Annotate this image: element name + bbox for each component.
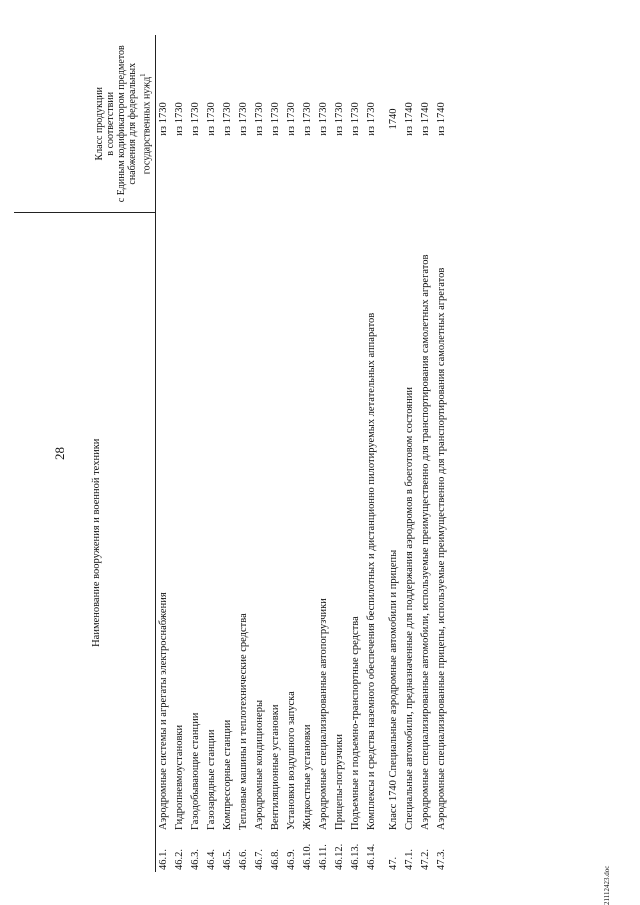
document-code: 21112423.doc bbox=[603, 865, 611, 905]
equipment-table bbox=[14, 35, 450, 872]
row-cls: из 1730 bbox=[318, 102, 329, 136]
row-num: 46.1. bbox=[158, 849, 169, 870]
row-cls: из 1730 bbox=[222, 102, 233, 136]
row-num: 46.2. bbox=[174, 849, 185, 870]
table-row bbox=[348, 35, 364, 872]
row-num: 47. bbox=[388, 856, 399, 870]
row-name: Установки воздушного запуска bbox=[286, 691, 297, 830]
header-class-line: в соответствии bbox=[104, 91, 116, 156]
row-cls: из 1730 bbox=[158, 102, 169, 136]
row-cls: из 1730 bbox=[366, 102, 377, 136]
row-cls: из 1740 bbox=[436, 102, 447, 136]
row-num: 46.14. bbox=[366, 843, 377, 870]
row-num: 46.5. bbox=[222, 849, 233, 870]
row-name: Газодобывающие станции bbox=[190, 712, 201, 830]
row-cls: из 1730 bbox=[270, 102, 281, 136]
table-row bbox=[418, 35, 434, 872]
row-name: Аэродромные специализированные прицепы, используемые преимущественно для транспортирования самолетных агрегатов bbox=[436, 267, 447, 830]
table-row bbox=[252, 35, 268, 872]
row-name: Аэродромные специализированные автопогрузчики bbox=[318, 598, 329, 830]
row-num: 46.13. bbox=[350, 843, 361, 870]
row-num: 47.1. bbox=[404, 849, 415, 870]
row-name: Аэродромные системы и агрегаты электроснабжения bbox=[158, 592, 169, 830]
row-num: 46.11. bbox=[318, 844, 329, 870]
row-name: Подъемные и подъемно-транспортные средства bbox=[350, 616, 361, 830]
table-row bbox=[434, 35, 450, 872]
row-cls: из 1730 bbox=[286, 102, 297, 136]
table-row bbox=[220, 35, 236, 872]
table-row bbox=[284, 35, 300, 872]
row-num: 46.6. bbox=[238, 849, 249, 870]
row-name: Гидропневмоустановки bbox=[174, 724, 185, 830]
footnote-marker: 1 bbox=[138, 73, 147, 77]
row-cls: из 1730 bbox=[190, 102, 201, 136]
table-row bbox=[204, 35, 220, 872]
table-row bbox=[402, 35, 418, 872]
row-name: Тепловые машины и теплотехнические средства bbox=[238, 613, 249, 830]
header-class-line: государственных нужд$^1$ bbox=[138, 73, 152, 175]
header-class bbox=[14, 35, 156, 213]
row-num: 46.3. bbox=[190, 849, 201, 870]
table-header-row bbox=[14, 35, 156, 872]
table-row bbox=[386, 35, 402, 872]
row-num: 46.12. bbox=[334, 843, 345, 870]
row-num: 46.4. bbox=[206, 849, 217, 870]
row-cls: из 1730 bbox=[206, 102, 217, 136]
row-name: Класс 1740 Специальные аэродромные автомобили и прицепы bbox=[388, 549, 399, 830]
table-row bbox=[332, 35, 348, 872]
page-number: 28 bbox=[52, 447, 67, 460]
header-name: Наименование вооружения и военной техники bbox=[14, 213, 156, 872]
table-row bbox=[268, 35, 284, 872]
row-cls: из 1740 bbox=[404, 102, 415, 136]
row-name: Газозарядные станции bbox=[206, 729, 217, 830]
row-num: 46.8. bbox=[270, 849, 281, 870]
row-cls: из 1730 bbox=[254, 102, 265, 136]
table-row bbox=[172, 35, 188, 872]
row-name: Аэродромные специализированные автомобили, используемые преимущественно для транспортирования самолетных агрегатов bbox=[420, 254, 431, 830]
row-num: 47.2. bbox=[420, 849, 431, 870]
table-row bbox=[236, 35, 252, 872]
table-row bbox=[316, 35, 332, 872]
row-num: 46.7. bbox=[254, 849, 265, 870]
row-cls: из 1730 bbox=[350, 102, 361, 136]
header-class-line: снабжения для федеральных bbox=[126, 62, 138, 185]
table-row bbox=[300, 35, 316, 872]
header-class-line: Класс продукции bbox=[93, 86, 105, 161]
row-name: Прицепы-погрузчики bbox=[334, 734, 345, 830]
row-name: Жидкостные установки bbox=[302, 724, 313, 830]
table-row bbox=[188, 35, 204, 872]
row-cls: из 1730 bbox=[334, 102, 345, 136]
row-cls: из 1730 bbox=[302, 102, 313, 136]
row-num: 46.10. bbox=[302, 843, 313, 870]
row-cls: из 1730 bbox=[238, 102, 249, 136]
row-cls: 1740 bbox=[388, 108, 399, 130]
table-row bbox=[364, 35, 380, 872]
row-name: Специальные автомобили, предназначенные для поддержания аэродромов в боеготовом состоянии bbox=[404, 387, 415, 830]
row-cls: из 1740 bbox=[420, 102, 431, 136]
header-class-line: с Единым кодификатором предметов bbox=[115, 45, 127, 203]
row-num: 46.9. bbox=[286, 849, 297, 870]
table-body bbox=[156, 35, 451, 872]
row-name: Компрессорные станции bbox=[222, 719, 233, 830]
row-name: Аэродромные кондиционеры bbox=[254, 699, 265, 830]
row-cls: из 1730 bbox=[174, 102, 185, 136]
row-name: Вентиляционные установки bbox=[270, 704, 281, 830]
table-row bbox=[156, 35, 173, 872]
row-num: 47.3. bbox=[436, 849, 447, 870]
row-name: Комплексы и средства наземного обеспечения беспилотных и дистанционно пилотируемых летательных аппаратов bbox=[366, 312, 377, 830]
